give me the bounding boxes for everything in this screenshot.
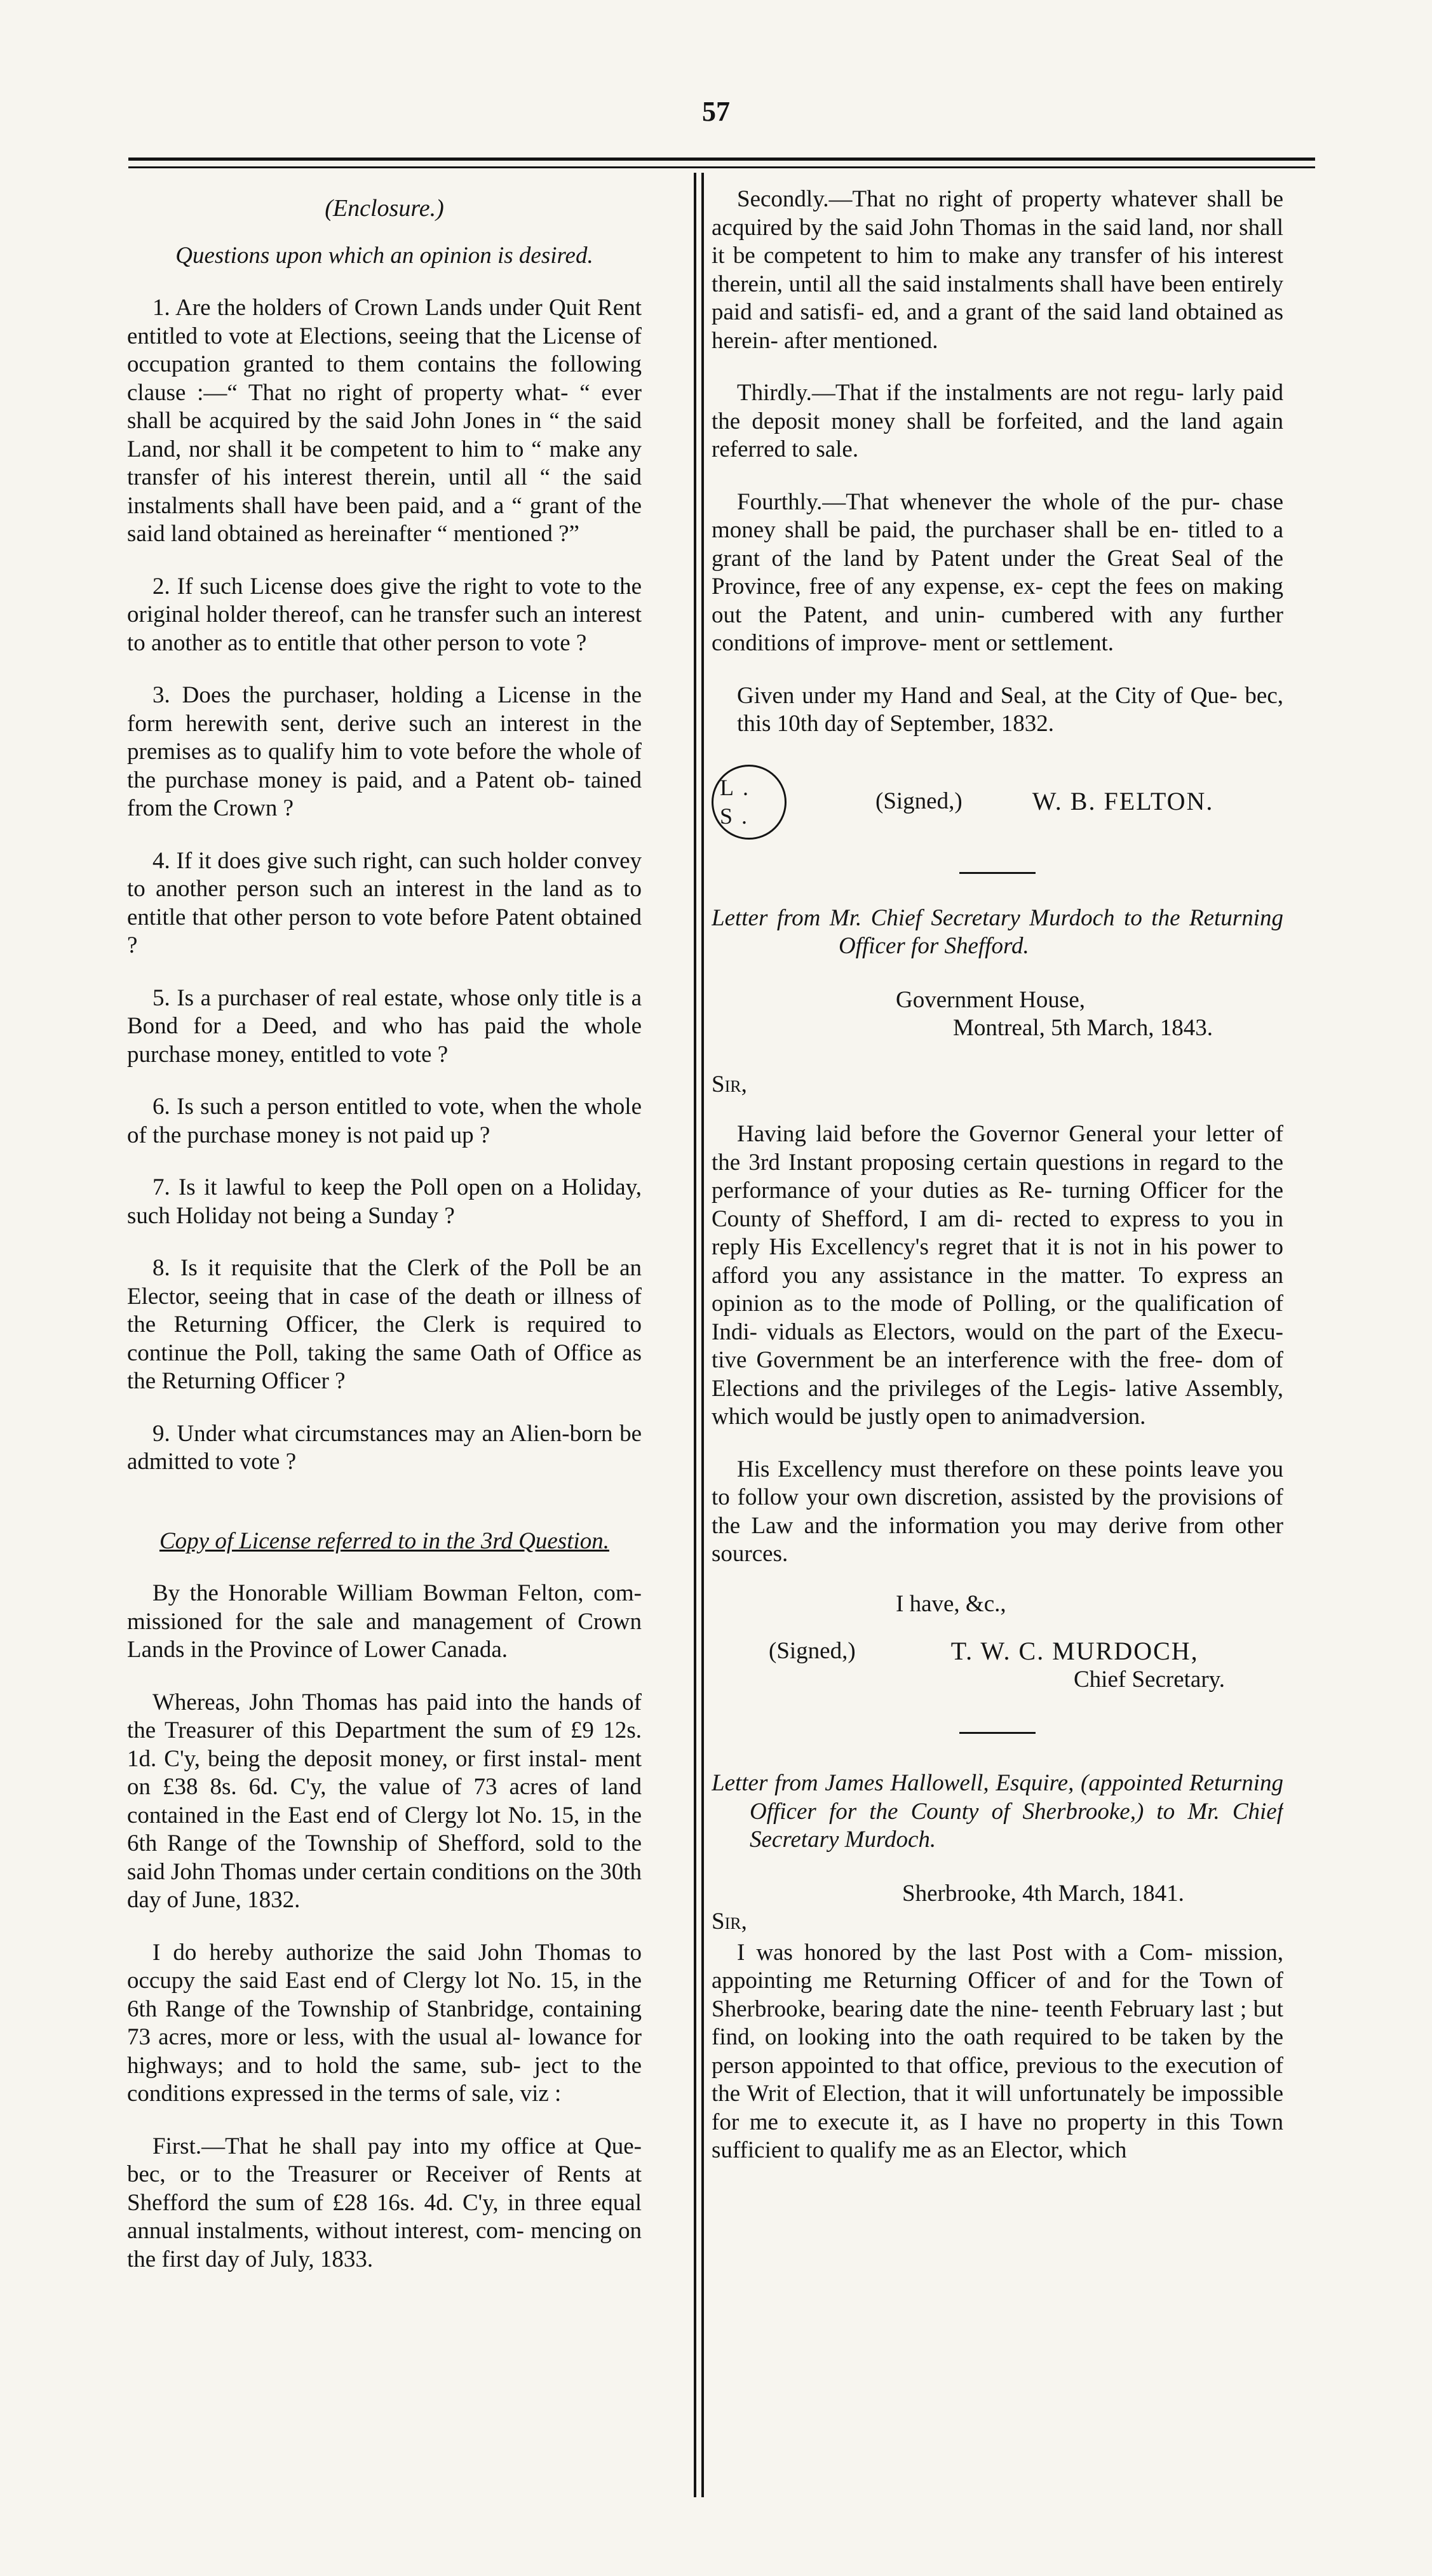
letter2-title: Letter from James Hallowell, Esquire, (appointed Returning Officer for the County of Sherbrooke,) to Mr. Chief Secretary Murdoch. bbox=[712, 1770, 1283, 1853]
license-paragraph: By the Honorable William Bowman Felton, com- missioned for the sale and management of Crown Lands in the Province of Lower Canada. bbox=[127, 1580, 642, 1663]
signer-felton: W. B. FELTON. bbox=[1032, 787, 1214, 816]
question-2: 2. If such License does give the right to vote to the original holder thereof, can he transfer such an interest to another as to entitle that other person to vote ? bbox=[127, 573, 642, 656]
license-heading: Copy of License referred to in the 3rd Question. bbox=[159, 1527, 610, 1554]
page-number: 57 bbox=[702, 96, 730, 127]
murdoch-signature-row bbox=[712, 1637, 1283, 1666]
conditions-paragraph: Thirdly.—That if the instalments are not regu- larly paid the deposit money shall be forfeited, and the land again referred to sale. bbox=[712, 380, 1283, 462]
letter2-date: Sherbrooke, 4th March, 1841. bbox=[902, 1880, 1184, 1907]
letter1-body: Having laid before the Governor General your letter of the 3rd Instant proposing certain questions in regard to the performance of your duties as Re- turning Officer for the County of Shefford, I am di- rected to express to you in reply His Excellency's regret that it is not in his power to afford you any assistance in the matter. To express an opinion as to the mode of Polling, or the qualification of Indi- viduals as Electors, would on the part of the Execu- tive Government be an interference with the free- dom of Elections and the privileges of the Legis- lative Assembly, which would be justly open to animadversion. bbox=[712, 1121, 1283, 1430]
header-rule-thick bbox=[128, 158, 1315, 161]
letter1-title: Letter from Mr. Chief Secretary Murdoch to the Returning Officer for Shefford. bbox=[712, 904, 1283, 959]
conditions-paragraph: Secondly.—That no right of property whatever shall be acquired by the said John Thomas in the said land, nor shall it be competent to him to make any transfer of his interest therein, until all the said instalments shall have been entirely paid and satisfi- ed, and a grant of the said land obtained as herein- after mentioned. bbox=[712, 186, 1283, 354]
section-rule bbox=[959, 1732, 1036, 1734]
question-1: 1. Are the holders of Crown Lands under Quit Rent entitled to vote at Elections, seeing that the License of occupation granted to them contains the following clause :—“ That no right of property what- “ ever shall be acquired by the said John Jones in “ the said Land, nor shall it be competent to him to “ make any transfer of his interest therein, until all “ the said instalments shall have been paid, and a “ grant of the said land obtained as hereinafter “ mentioned ?” bbox=[127, 295, 642, 547]
seal-ls: L. S. bbox=[712, 765, 787, 840]
letter2-body: I was honored by the last Post with a Com- mission, appointing me Returning Officer of and for the Town of Sherbrooke, bearing date the nine- teenth February last ; but find, on looking into the oath required to be taken by the person appointed to that office, previous to the execution of the Writ of Election, that it will unfortunately be impossible for me to execute it, as I have no property in this Town sufficient to qualify me as an Elector, which bbox=[712, 1939, 1283, 2163]
enclosure-heading: (Enclosure.) bbox=[325, 195, 444, 222]
column-divider-left bbox=[694, 173, 696, 2497]
section-rule bbox=[959, 872, 1036, 874]
left-column bbox=[127, 185, 642, 2497]
letter1-place: Government House, bbox=[896, 986, 1085, 1013]
question-4: 4. If it does give such right, can such holder convey to another person such an interest in the land as to entitle that other person to vote before Patent obtained ? bbox=[127, 847, 642, 958]
question-9: 9. Under what circumstances may an Alien-born be admitted to vote ? bbox=[127, 1420, 642, 1475]
felton-signature-row bbox=[712, 764, 1283, 840]
letter1-salutation: Sir, bbox=[712, 1071, 747, 1097]
given-under-seal: Given under my Hand and Seal, at the City of Que- bec, this 10th day of September, 1832. bbox=[737, 682, 1283, 737]
signer-murdoch: T. W. C. MURDOCH, bbox=[950, 1637, 1199, 1665]
letter1-date: Montreal, 5th March, 1843. bbox=[953, 1015, 1213, 1041]
letter2-salutation: Sir, bbox=[712, 1909, 747, 1935]
license-paragraph: First.—That he shall pay into my office at Que- bec, or to the Treasurer or Receiver of Rents at Shefford the sum of £28 16s. 4d. C'y, in three equal annual instalments, without interest, com- mencing on the first day of July, 1833. bbox=[127, 2133, 642, 2272]
conditions-paragraph: Fourthly.—That whenever the whole of the pur- chase money shall be paid, the purchaser shall be en- titled to a grant of the land by Patent under the Great Seal of the Province, free of any expense, ex- cept the fees on making out the Patent, and unin- cumbered with any further conditions of improve- ment or settlement. bbox=[712, 488, 1283, 656]
question-8: 8. Is it requisite that the Clerk of the Poll be an Elector, seeing that in case of the death or illness of the Returning Officer, the Clerk is required to continue the Poll, taking the same Oath of Office as the Returning Officer ? bbox=[127, 1255, 642, 1394]
right-column bbox=[712, 185, 1283, 2497]
letter1-closing: I have, &c., bbox=[896, 1590, 1006, 1617]
header-rule-thin bbox=[128, 166, 1315, 168]
license-paragraph: I do hereby authorize the said John Thomas to occupy the said East end of Clergy lot No. 15, in the 6th Range of the Township of Stanbridge, containing 73 acres, more or less, with the usual al- lowance for highways; and to hold the same, sub- ject to the conditions expressed in the terms of sale, viz : bbox=[127, 1939, 642, 2107]
question-7: 7. Is it lawful to keep the Poll open on a Holiday, such Holiday not being a Sunday ? bbox=[127, 1174, 642, 1229]
signed-label: (Signed,) bbox=[875, 788, 963, 815]
question-6: 6. Is such a person entitled to vote, when the whole of the purchase money is not paid up ? bbox=[127, 1094, 642, 1148]
question-3: 3. Does the purchaser, holding a License in the form herewith sent, derive such an interest in the premises as to qualify him to vote before the whole of the purchase money is paid, and a Patent ob- tained from the Crown ? bbox=[127, 682, 642, 821]
letter1-body: His Excellency must therefore on these points leave you to follow your own discretion, assisted by the provisions of the Law and the information you may derive from other sources. bbox=[712, 1456, 1283, 1567]
signer-title: Chief Secretary. bbox=[1074, 1666, 1225, 1693]
license-paragraph: Whereas, John Thomas has paid into the hands of the Treasurer of this Department the sum of £9 12s. 1d. C'y, being the deposit money, or first instal- ment on £38 8s. 6d. C'y, the value of 73 acres of land contained in the East end of Clergy lot No. 15, in the 6th Range of the Township of Shefford, sold to the said John Thomas under certain conditions on the 30th day of June, 1832. bbox=[127, 1689, 642, 1913]
signed-label: (Signed,) bbox=[769, 1638, 856, 1664]
questions-heading: Questions upon which an opinion is desired. bbox=[175, 242, 593, 269]
question-5: 5. Is a purchaser of real estate, whose only title is a Bond for a Deed, and who has paid the whole purchase money, entitled to vote ? bbox=[127, 984, 642, 1068]
column-divider-right bbox=[701, 173, 704, 2497]
